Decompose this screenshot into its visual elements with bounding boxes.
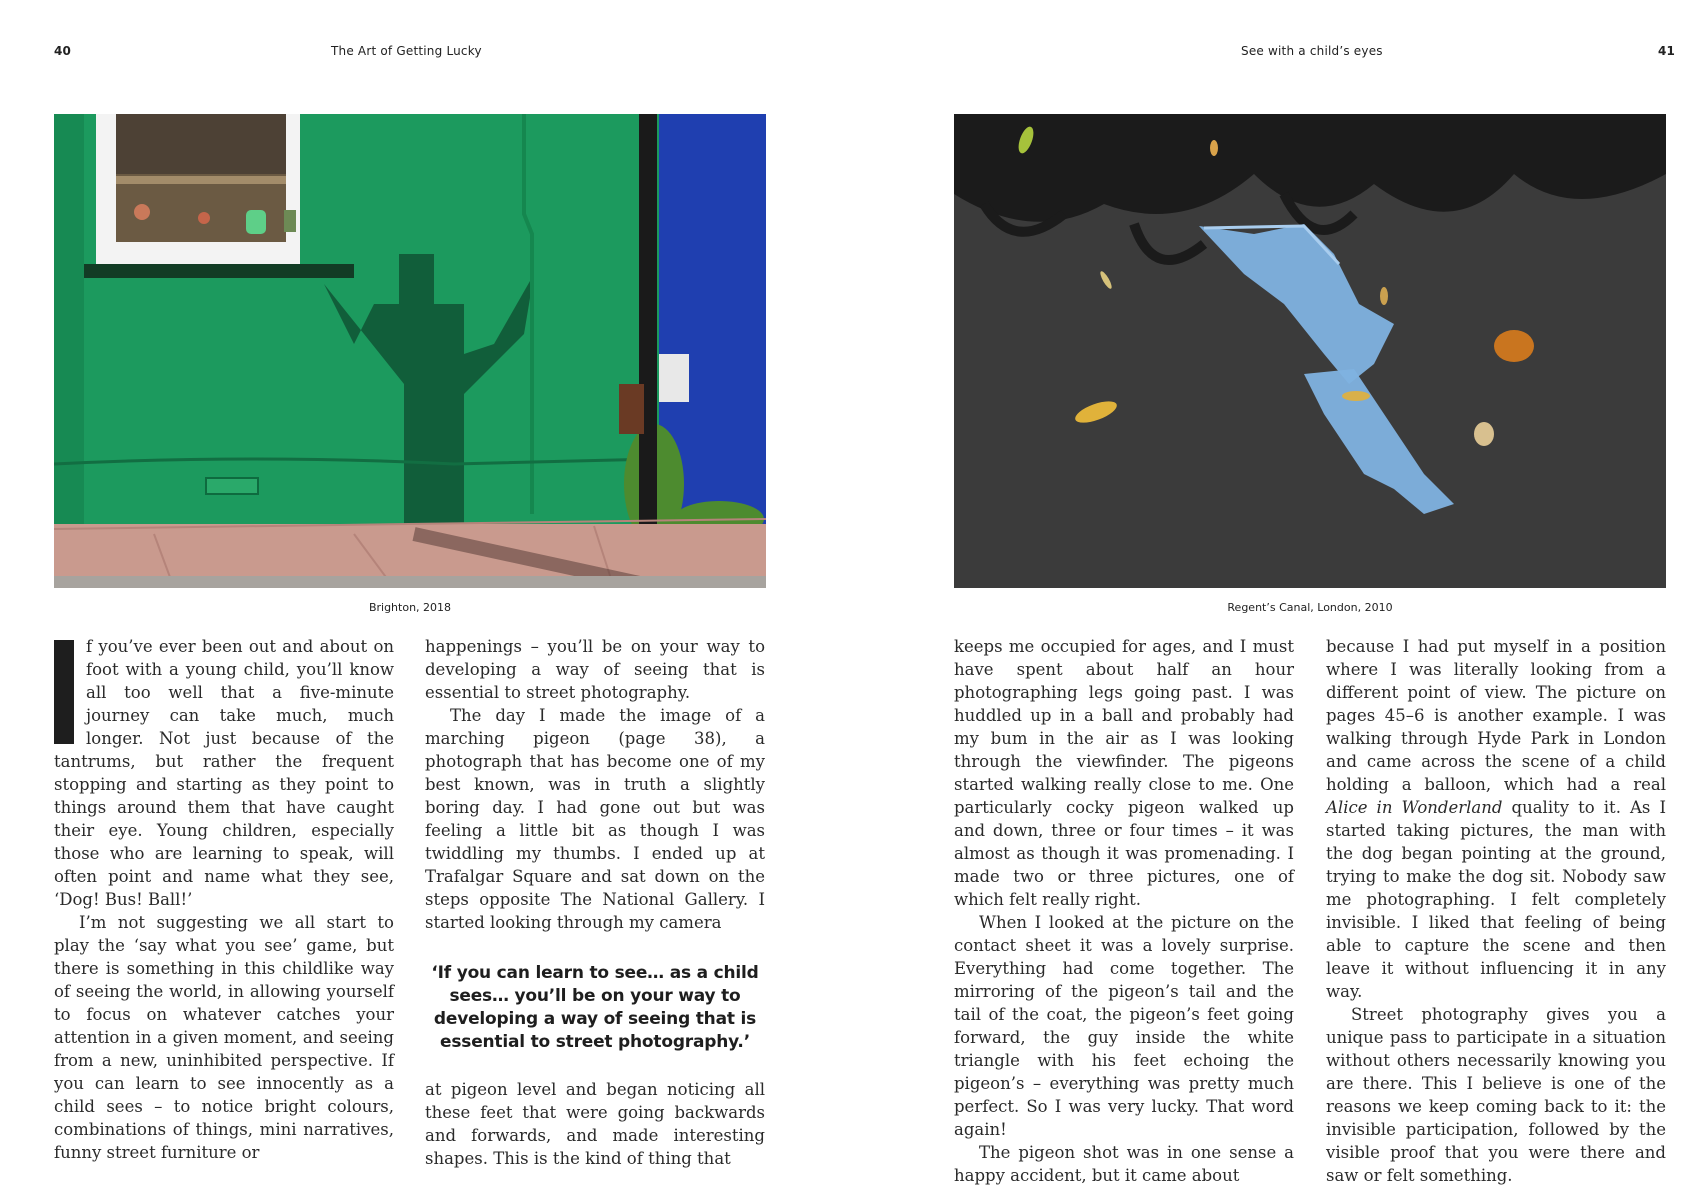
paragraph: I’m not suggesting we all start to play the ‘say what you see’ game, but there is something in this childlike way of seeing the world, in allowing yourself to focus on whatever catches your attention in a given moment, and seeing from a new, uninhibited perspective. If you can learn to see innocently as a child sees – to notice bright colours, combinations of things, mini narratives, funny street furniture or: [54, 913, 394, 1162]
photo-regents-canal: [954, 114, 1666, 588]
running-head-right: See with a child’s eyes: [1241, 44, 1383, 58]
right-page: [850, 0, 1701, 1185]
caption-left: Brighton, 2018: [368, 601, 452, 614]
paragraph: keeps me occupied for ages, and I must have spent about half an hour photographing legs going past. I was huddled up in a ball and probably had my bum in the air as I was looking through the viewfinder. The pigeons started walking really close to me. One particularly cocky pigeon walked up and down, three or four times – it was almost as though it was promenading. I made two or three pictures, one of which felt really right.: [954, 637, 1294, 909]
book-title: Alice in Wonderland: [1326, 798, 1503, 817]
caption-right: Regent’s Canal, London, 2010: [1227, 601, 1393, 614]
right-column-1: [954, 635, 1294, 1187]
paragraph: When I looked at the picture on the contact sheet it was a lovely surprise. Everything had come together. The mirroring of the pigeon’s tail and the tail of the coat, the pigeon’s feet going forward, the guy inside the white triangle with his feet echoing the pigeon’s – everything was pretty much perfect. So I was very lucky. That word again!: [954, 913, 1294, 1139]
left-column-2: [425, 635, 765, 1170]
left-column-1: [54, 635, 394, 1164]
text-run: quality to it. As I started taking pictures, the man with the dog began pointing at the ground, trying to make the dog sit. Nobody saw me photographing. I felt completely invisible. I liked that feeling of being able to capture the scene and then leave it without influencing it in any way.: [1326, 798, 1666, 1001]
page-number-right: 41: [1658, 44, 1676, 58]
canal-photo-illustration: [954, 114, 1666, 588]
paragraph: The pigeon shot was in one sense a happy accident, but it came about: [954, 1143, 1294, 1185]
brighton-photo-illustration: [54, 114, 766, 588]
paragraph: f you’ve ever been out and about on foot with a young child, you’ll know all too well that a five-minute journey can take much, much longer. Not just because of the tantrums, but rather the frequent stopping and starting as they point to things around them that have caught their eye. Young children, especially those who are learning to speak, will often point and name what they see, ‘Dog! Bus! Ball!’: [54, 637, 394, 909]
paragraph: happenings – you’ll be on your way to developing a way of seeing that is essential to street photography.: [425, 637, 765, 702]
photo-brighton: [54, 114, 766, 588]
drop-cap: [54, 640, 74, 744]
paragraph: The day I made the image of a marching pigeon (page 38), a photograph that has become one of my best known, was in truth a slightly boring day. I had gone out but was feeling a little bit as though I was twiddling my thumbs. I ended up at Trafalgar Square and sat down on the steps opposite The National Gallery. I started looking through my camera: [425, 706, 765, 932]
paragraph: at pigeon level and began noticing all these feet that were going backwards and forwards, and made interesting shapes. This is the kind of thing that: [425, 1080, 765, 1168]
right-column-2: [1326, 635, 1666, 1187]
pull-quote: ‘If you can learn to see… as a child sees… you’ll be on your way to developing a way of seeing that is essential to street photography.’: [431, 963, 759, 1052]
paragraph: [1326, 635, 1666, 1003]
page-number-left: 40: [54, 44, 72, 58]
text-run: because I had put myself in a position where I was literally looking from a different point of view. The picture on pages 45–6 is another example. I was walking through Hyde Park in London and came across the scene of a child holding a balloon, which had a real: [1326, 637, 1666, 794]
left-page: [0, 0, 850, 1181]
running-head-left: The Art of Getting Lucky: [331, 44, 482, 58]
paragraph: Street photography gives you a unique pass to participate in a situation without others necessarily knowing you are there. This I believe is one of the reasons we keep coming back to it: the invisible participation, followed by the visible proof that you were there and saw or felt something.: [1326, 1005, 1666, 1185]
